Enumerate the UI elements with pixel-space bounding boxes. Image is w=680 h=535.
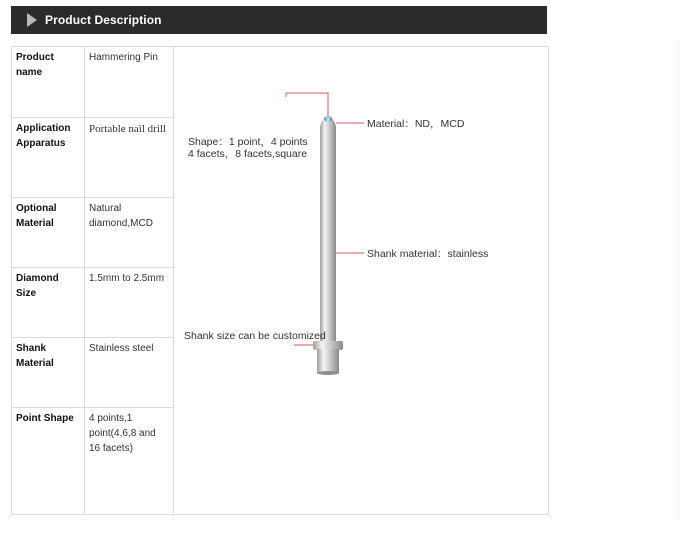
product-image-cell <box>174 47 549 515</box>
shape-callout-line2: 4 facets，8 facets,square <box>188 148 308 160</box>
page-edge-divider <box>678 40 679 520</box>
spec-value: Stainless steel <box>85 338 174 408</box>
material-callout: Material：ND，MCD <box>367 118 465 130</box>
shape-leader-line <box>286 93 328 117</box>
spec-value: 1.5mm to 2.5mm <box>85 268 174 338</box>
spec-label: Application Apparatus <box>12 118 85 198</box>
spec-value: Portable nail drill <box>85 118 174 198</box>
shank-material-callout: Shank material：stainless <box>367 248 489 260</box>
play-arrow-icon <box>27 13 37 27</box>
spec-value: Hammering Pin <box>85 47 174 118</box>
pin-collar <box>313 341 343 350</box>
shank-size-callout: Shank size can be customized <box>184 330 326 342</box>
spec-value: Natural diamond,MCD <box>85 198 174 268</box>
spec-label: Optional Material <box>12 198 85 268</box>
section-title: Product Description <box>45 13 162 27</box>
pin-base-end <box>317 371 339 375</box>
spec-label: Shank Material <box>12 338 85 408</box>
spec-label: Product name <box>12 47 85 118</box>
spec-value: 4 points,1 point(4,6,8 and 16 facets) <box>85 408 174 515</box>
spec-table <box>11 46 549 515</box>
hammering-pin-figure <box>174 47 556 515</box>
pin-base <box>317 349 339 373</box>
table-row <box>12 47 549 118</box>
section-header <box>11 6 547 34</box>
pin-shank <box>320 135 336 343</box>
spec-label: Diamond Size <box>12 268 85 338</box>
shape-callout-line1: Shape：1 point，4 points <box>188 136 308 148</box>
spec-label: Point Shape <box>12 408 85 515</box>
